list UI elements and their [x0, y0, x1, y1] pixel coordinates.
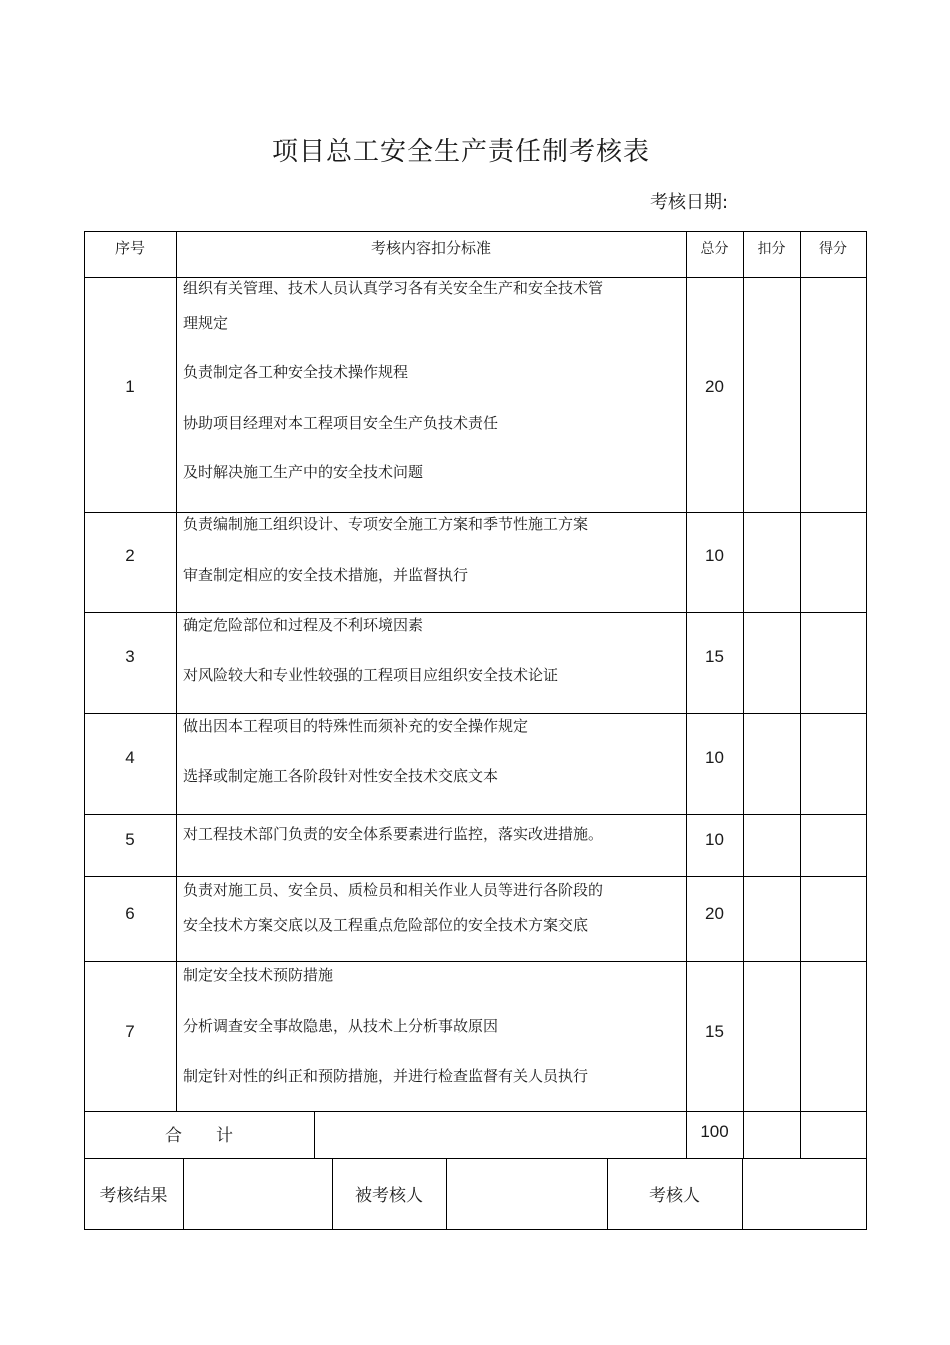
col-rule	[686, 231, 687, 1159]
criteria-line: 做出因本工程项目的特殊性而须补充的安全操作规定	[183, 717, 529, 735]
row-seq: 5	[125, 830, 135, 849]
criteria-line: 对风险较大和专业性较强的工程项目应组织安全技术论证	[183, 666, 559, 684]
examiner-label: 考核人	[649, 1186, 700, 1206]
table-right-rule	[866, 231, 867, 1230]
sum-total: 100	[700, 1122, 729, 1141]
row-total: 15	[705, 1022, 724, 1041]
criteria-line: 组织有关管理、技术人员认真学习各有关安全生产和安全技术管	[183, 279, 604, 297]
row-rule	[84, 876, 867, 877]
criteria-line: 及时解决施工生产中的安全技术问题	[183, 463, 424, 481]
criteria-line: 安全技术方案交底以及工程重点危险部位的安全技术方案交底	[183, 916, 589, 934]
row-total: 10	[705, 748, 724, 767]
table-top-rule	[84, 231, 867, 232]
row-seq: 4	[125, 748, 135, 767]
sum-row-rule	[84, 1158, 867, 1159]
row-seq: 3	[125, 647, 135, 666]
row-seq: 7	[125, 1022, 135, 1041]
row-total: 10	[705, 830, 724, 849]
row-seq: 6	[125, 904, 135, 923]
footer-rule	[446, 1158, 447, 1230]
row-total: 20	[705, 904, 724, 923]
row-total: 10	[705, 546, 724, 565]
result-label: 考核结果	[99, 1186, 168, 1206]
criteria-line: 制定安全技术预防措施	[183, 966, 334, 984]
row-seq: 1	[125, 377, 135, 396]
table-bottom-rule	[84, 1229, 867, 1230]
header-score: 得分	[819, 241, 847, 257]
row-rule	[84, 1111, 867, 1112]
criteria-line: 审查制定相应的安全技术措施，并监督执行	[183, 566, 469, 584]
row-seq: 2	[125, 546, 135, 565]
row-rule	[84, 713, 867, 714]
criteria-line: 负责制定各工种安全技术操作规程	[183, 363, 409, 381]
row-total: 20	[705, 377, 724, 396]
sum-label: 合 计	[165, 1126, 233, 1146]
assessment-date-label: 考核日期:	[650, 192, 729, 213]
footer-rule	[742, 1158, 743, 1230]
row-rule	[84, 612, 867, 613]
col-rule	[743, 231, 744, 1159]
footer-rule	[183, 1158, 184, 1230]
sum-row-rule	[314, 1111, 315, 1159]
document-title: 项目总工安全生产责任制考核表	[271, 137, 650, 167]
criteria-line: 制定针对性的纠正和预防措施，并进行检查监督有关人员执行	[183, 1067, 589, 1085]
criteria-line: 负责对施工员、安全员、质检员和相关作业人员等进行各阶段的	[183, 881, 604, 899]
col-rule	[800, 231, 801, 1159]
criteria-line: 对工程技术部门负责的安全体系要素进行监控，落实改进措施。	[183, 825, 604, 843]
criteria-line: 协助项目经理对本工程项目安全生产负技术责任	[183, 414, 499, 432]
row-total: 15	[705, 647, 724, 666]
criteria-line: 选择或制定施工各阶段针对性安全技术交底文本	[183, 767, 499, 785]
header-criteria: 考核内容扣分标准	[370, 239, 491, 257]
col-rule	[176, 231, 177, 1112]
criteria-line: 分析调查安全事故隐患，从技术上分析事故原因	[183, 1017, 499, 1035]
examinee-label: 被考核人	[355, 1186, 423, 1206]
row-rule	[84, 961, 867, 962]
criteria-line: 理规定	[183, 314, 229, 332]
header-seq: 序号	[114, 239, 145, 257]
header-deduct: 扣分	[757, 241, 786, 257]
criteria-line: 负责编制施工组织设计、专项安全施工方案和季节性施工方案	[183, 515, 589, 533]
header-total: 总分	[700, 241, 729, 257]
row-rule	[84, 814, 867, 815]
criteria-line: 确定危险部位和过程及不利环境因素	[183, 616, 424, 634]
